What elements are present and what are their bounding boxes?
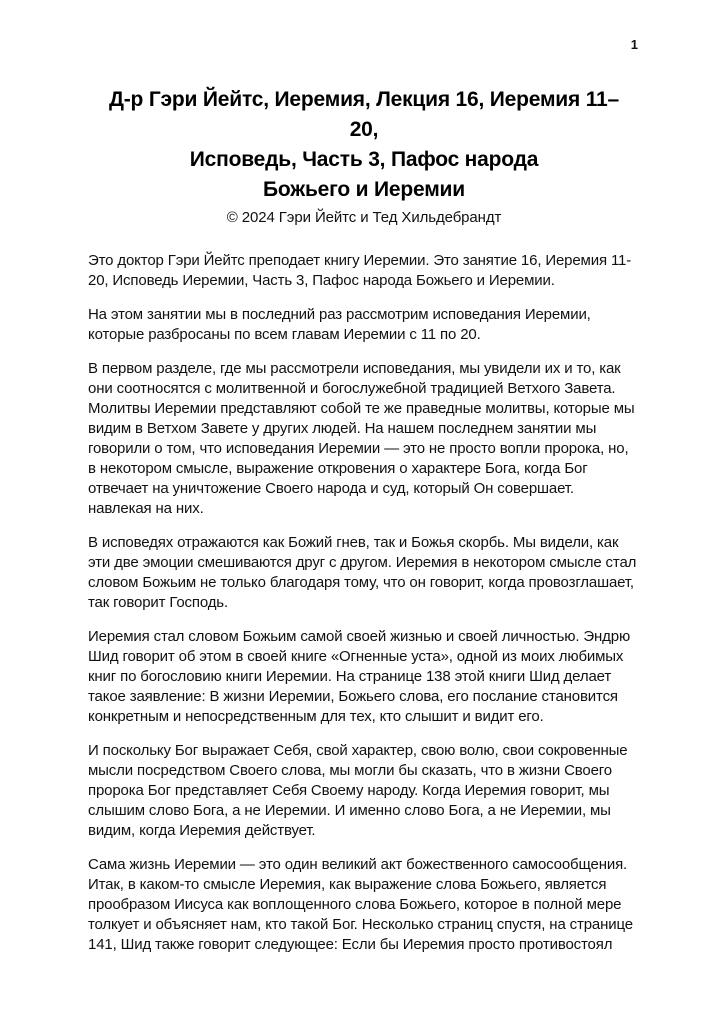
copyright-line: © 2024 Гэри Йейтс и Тед Хильдебрандт	[226, 209, 502, 226]
transcript-paragraph: Иеремия стал словом Божьим самой своей жизнью и своей личностью. Эндрю Шид говорит об этом в своей книге «Огненные уста», одной из моих любимых книг по богословию книги Иеремии. На странице 138 этой книги Шид делает такое заявление: В жизни Иеремии, Божьего слова, его послание становится конкретным и непосредственным для тех, кто слышит и видит его.	[88, 628, 631, 725]
title-line-1: Д-р Гэри Йейтс, Иеремия, Лекция 16, Иеремия 11–	[109, 88, 619, 111]
title-line-4: Божьего и Иеремии	[263, 178, 465, 201]
title-line-2: 20,	[349, 118, 379, 141]
transcript-paragraph: Это доктор Гэри Йейтс преподает книгу Иеремии. Это занятие 16, Иеремия 11-20, Исповедь Иеремии, Часть 3, Пафос народа Божьего и Иеремии.	[88, 252, 632, 289]
transcript-body	[88, 251, 640, 955]
page-number: 1	[630, 37, 638, 52]
title-line-3: Исповедь, Часть 3, Пафос народа	[189, 148, 539, 171]
transcript-paragraph: Сама жизнь Иеремии — это один великий акт божественного самосообщения. Итак, в каком-то смысле Иеремия, как выражение слова Божьего, является прообразом Иисуса как воплощенного слова Божьего, которое в полной мере толкует и объясняет нам, кто такой Бог. Несколько страниц спустя, на странице 141, Шид также говорит следующее: Если бы Иеремия просто противостоял	[88, 856, 633, 953]
transcript-paragraph: В первом разделе, где мы рассмотрели исповедания, мы увидели их и то, как они соотносятся с молитвенной и богослужебной традицией Ветхого Завета. Молитвы Иеремии представляют собой те же праведные молитвы, которые мы видим в Ветхом Завете у других людей. На нашем последнем занятии мы говорили о том, что исповедания Иеремии — это не просто вопли пророка, но, в некотором смысле, выражение откровения о характере Бога, когда Бог отвечает на уничтожение Своего народа и суд, который Он совершает. навлекая на них.	[88, 360, 635, 517]
transcript-paragraph: И поскольку Бог выражает Себя, свой характер, свою волю, свои сокровенные мысли посредством Своего слова, мы могли бы сказать, что в жизни Своего пророка Бог представляет Себя Своему народу. Когда Иеремия говорит, мы слышим слово Бога, а не Иеремии. И именно слово Бога, а не Иеремии, мы видим, когда Иеремия действует.	[88, 742, 628, 839]
transcript-paragraph: На этом занятии мы в последний раз рассмотрим исповедания Иеремии, которые разбросаны по всем главам Иеремии с 11 по 20.	[88, 306, 591, 343]
lecture-title	[88, 85, 640, 205]
transcript-paragraph: В исповедях отражаются как Божий гнев, так и Божья скорбь. Мы видели, как эти две эмоции смешиваются друг с другом. Иеремия в некотором смысле стал словом Божьим не только благодаря тому, что он говорит, когда провозглашает, так говорит Господь.	[88, 534, 637, 611]
page-content	[88, 85, 640, 955]
